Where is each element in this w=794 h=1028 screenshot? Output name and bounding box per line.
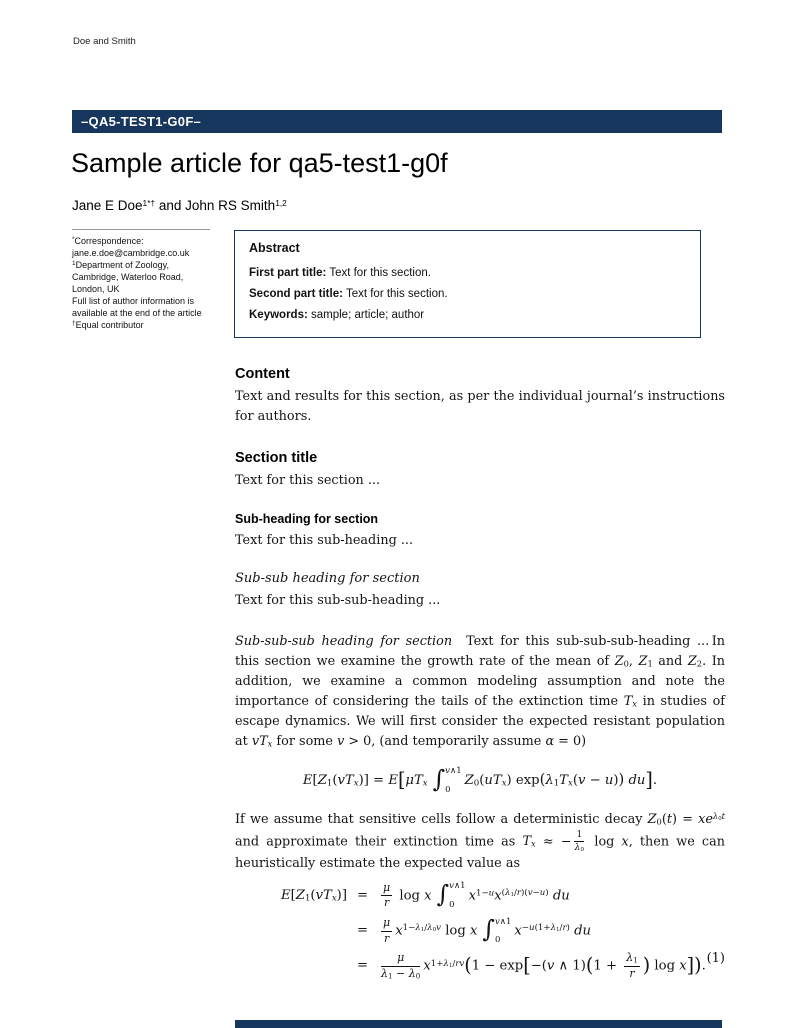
- abstract-item: [249, 284, 686, 305]
- sidebar-line: $^1$Department of Zoology,: [72, 259, 169, 270]
- sidebar-line: †Equal contributor: [72, 319, 144, 330]
- sidebar-line: London, UK: [72, 284, 120, 294]
- section-paragraph: Text for this section ...: [235, 473, 381, 488]
- abstract-heading: Abstract: [249, 241, 300, 255]
- content-paragraph: Text and results for this section, as per the individual journal’s instructions for authors.: [235, 389, 725, 424]
- decay-paragraph: If we assume that sensitive cells follow a deterministic decay $Z_0(t) = xe^{\lambda_0t}$ and approximate their extinction time as $T_x$ ≈ − $\frac{1}{\lambda_0}$ log x, then we can heuristically estimate the expected value as: [235, 810, 725, 871]
- sub-sub-sub-text: Text for this sub-sub-sub-heading ... In this section we examine the growth rate of the mean of $Z_0$, $Z_1$ and $Z_2$. In addition, we examine a common modeling assumption and note the importance of considering the tails of the extinction time $T_x$ in studies of escape dynamics. We will first consider the expected resistant population at $vT_x$ for some v > 0, (and temporarily assume α = 0): [235, 634, 726, 749]
- sub-heading: Sub-heading for section: [235, 512, 379, 526]
- sidebar-line: *Correspondence:: [72, 235, 144, 246]
- display-equation-1: $E[Z_1(vT_x)] = E[\mu T_x$ ∫ v∧1 0 $Z_0(uT_x) \exp(\lambda_1T_x(v - u))$ du].: [302, 764, 658, 795]
- equation-row: [235, 917, 725, 945]
- abstract-item: [249, 305, 686, 326]
- sidebar-divider: [72, 229, 210, 230]
- sidebar-line: Cambridge, Waterloo Road,: [72, 272, 184, 282]
- sub-sub-heading: Sub-sub heading for section: [235, 571, 420, 586]
- abstract-item-text: sample; article; author: [311, 309, 425, 321]
- abstract-item: [249, 263, 686, 284]
- sub-sub-sub-paragraph: [235, 632, 725, 752]
- equation-relation: =: [356, 887, 369, 903]
- sidebar-line: available at the end of the article: [72, 308, 202, 318]
- abstract-item-text: Text for this section.: [345, 288, 448, 300]
- equation-lhs: $E[Z_1(vT_x)]$: [280, 887, 347, 904]
- sidebar-line: Full list of author information is: [72, 296, 195, 306]
- abstract-item-label: Keywords:: [249, 309, 308, 321]
- article-title: Sample article for qa5-test1-g0f: [71, 148, 448, 178]
- equation-rhs: $\frac{\mu}{\lambda_1 - \lambda_0}$ $x^{1+\lambda_1/rv}(1 - \exp[-(v$ ∧ 1)(1 + $\frac{\lambda_1}{r}$ ) log x]).: [381, 951, 706, 981]
- sub-heading-paragraph: Text for this sub-heading ...: [235, 533, 414, 548]
- sub-sub-heading-paragraph: Text for this sub-sub-heading ...: [235, 593, 441, 608]
- abstract-item-text: Text for this section.: [329, 267, 431, 279]
- equation-relation: =: [356, 923, 369, 939]
- equation-rhs: $\frac{\mu}{r}$ $x^{1-\lambda_1/\lambda_0v}$ log x ∫ v∧1 0 $x^{-u(1+\lambda_1/r)}$ du: [383, 915, 592, 946]
- equation-relation: =: [356, 958, 369, 974]
- abstract-box: [234, 230, 701, 338]
- correspondence-email: jane.e.doe@cambridge.co.uk: [72, 248, 190, 258]
- equation-row: [235, 879, 725, 910]
- equation-number: (1): [706, 950, 725, 966]
- article-type-banner: [72, 110, 722, 133]
- abstract-item-label: First part title:: [249, 267, 327, 279]
- content-heading: Content: [235, 366, 290, 382]
- display-equation-2: [235, 879, 725, 981]
- equation-row: [235, 952, 725, 980]
- sub-sub-sub-heading: Sub-sub-sub heading for section: [235, 634, 453, 649]
- running-head: Doe and Smith: [73, 36, 136, 47]
- article-body: [235, 364, 725, 988]
- footer-bar: [235, 1020, 722, 1028]
- correspondence-sidebar: [72, 229, 224, 331]
- equation-rhs: $\frac{\mu}{r}$ log x ∫ v∧1 0 $x^{1-u}x^{(\lambda_1/r)(v-u)}$ du: [383, 879, 570, 910]
- authors-line: Jane E Doe$^{1*\dagger}$ and John RS Smith$^{1,2}$: [72, 197, 287, 213]
- section-heading: Section title: [235, 450, 318, 466]
- banner-label: –QA5-TEST1-G0F–: [81, 114, 202, 129]
- abstract-item-label: Second part title:: [249, 288, 343, 300]
